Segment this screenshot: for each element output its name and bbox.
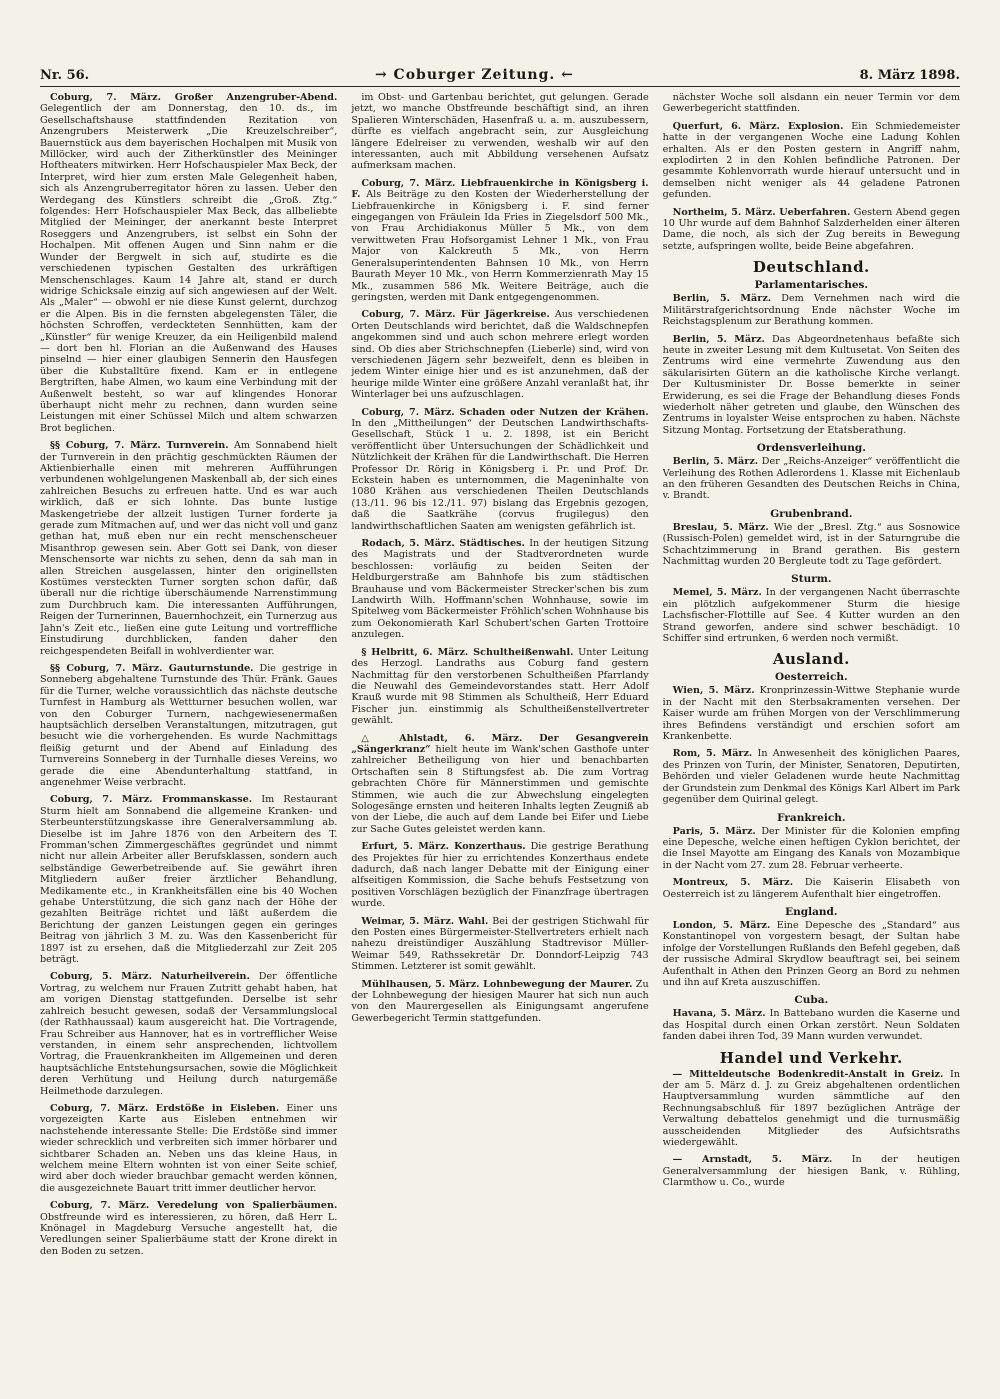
article-paragraph: [663, 587, 960, 644]
masthead: [40, 64, 960, 87]
article-paragraph: [351, 841, 648, 909]
column-2: [351, 92, 648, 1379]
article-paragraph: [663, 1069, 960, 1149]
article-dateline: Coburg, 7. März. Für Jägerkreise.: [361, 309, 550, 321]
article-dateline: Montreux, 5. März.: [672, 877, 794, 889]
article-dateline: Coburg, 7. März. Großer Anzengruber-Abend.: [50, 92, 338, 103]
section-heading: Deutschland.: [752, 258, 870, 277]
article-body: In der vergangenen Nacht überraschte ein plötzlich aufgekommener Sturm die hiesige Lachsfischer-Flottille auf See. 4 Kutter wurden an den Strand geworfen, andere sind schwer beschädigt. 10 Schiffer sind ertrunken, 6 werden noch vermißt.: [662, 587, 960, 645]
article-paragraph: [663, 1008, 960, 1042]
article-body: Der öffentliche Vortrag, zu welchem nur Frauen Zutritt gehabt haben, hat am vorigen Dienstag stattgefunden. Derselbe ist sehr zahlreich besucht gewesen, sodaß der Versammlungslocal (der Rathhaussaal) kaum ausgereicht hat. Die Vortragende, Frau Schreiber aus Hannover, hat es in vortrefflicher Weise verstanden, in einem sehr ansprechenden, lichtvollem Vortrag, die Frauenkrankheiten im Allgemeinen und deren hauptsächliche Entstehungsursachen, sowie die Möglichkeit deren Verhütung und Heilung durch naturgemäße Heilmethode darzulegen.: [40, 971, 338, 1097]
article-dateline: Berlin, 5. März.: [672, 456, 759, 468]
article-dateline: Coburg, 7. März. Veredelung von Spalierbäumen.: [50, 1200, 338, 1212]
article-paragraph: [40, 1200, 337, 1257]
article-body: Wie der „Bresl. Ztg.“ aus Sosnowice (Russisch-Polen) gemeldet wird, ist in der Saturngrube die Schachtzimmerung in Brand gerathen. Bis gestern Nachmittag wurden 20 Bergleute todt zu Tage gefördert.: [662, 521, 960, 567]
article-body: In der heutigen Generalversammlung der hiesigen Bank, v. Rühling, Clarmthow u. Co., wurde: [662, 1154, 960, 1189]
article-dateline: Paris, 5. März.: [672, 825, 756, 837]
article-paragraph: [40, 92, 337, 434]
article-dateline: Havana, 5. März.: [672, 1008, 766, 1020]
article-body: im Obst- und Gartenbau berichtet, gut gelungen. Gerade jetzt, wo manche Obstfreunde beschäftigt sind, an ihren Spalieren Winterschäden, Hasenfraß u. a. m. auszubessern, dürfte es vielfach angebracht sein, zur Ausgleichung längere Edelreiser zu verwenden, weshalb wir auf den interessanten, auch mit Abbildung versehenen Aufsatz aufmerksam machen.: [351, 92, 649, 172]
article-body: Gestern Abend gegen 10 Uhr wurde auf dem Bahnhof Salzderhelden einer älteren Dame, die noch, als sich der Zug bereits in Bewegung setzte, aufspringen wollte, beide Beine abgefahren.: [662, 206, 960, 252]
article-paragraph: [40, 663, 337, 788]
article-paragraph: [351, 92, 648, 172]
article-dateline: Coburg, 7. März. Schaden oder Nutzen der Krähen.: [361, 406, 649, 418]
article-paragraph: [663, 1154, 960, 1188]
article-paragraph: [663, 92, 960, 115]
article-body: Der „Reichs-Anzeiger“ veröffentlicht die Verleihung des Rothen Adlerordens 1. Klasse mit Eichenlaub an den früheren Gesandten des Deutschen Reichs in China, v. Brandt.: [662, 456, 960, 502]
article-body: nächster Woche soll alsdann ein neuer Termin vor dem Gewerbegericht stattfinden.: [662, 92, 960, 115]
article-dateline: Northeim, 5. März. Ueberfahren.: [672, 206, 851, 218]
article-dateline: Coburg, 7. März. Erdstöße in Eisleben.: [50, 1102, 280, 1114]
article-dateline: § Helbritt, 6. März. Schultheißenwahl.: [361, 646, 574, 658]
article-paragraph: [663, 456, 960, 502]
article-paragraph: [351, 647, 648, 727]
article-paragraph: [351, 538, 648, 641]
subsection-heading: Parlamentarisches.: [754, 279, 869, 292]
article-dateline: §§ Coburg, 7. März. Gauturnstunde.: [50, 662, 254, 674]
article-body: Das Abgeordnetenhaus befaßte sich heute in zweiter Lesung mit dem Kultusetat. Von Seiten des Zentrums wird eine vermehrte Zuwendung aus den säkularisirten Gütern an die katholische Kirche verlangt. Der Kultusminister Dr. Bosse bemerkte in seiner Erwiderung, es sei die Frage der Behandlung dieses Fonds wiederholt näher getreten und glaube, den Wünschen des Zentrums in loyalster Weise entsprochen zu haben. Nächste Sitzung Montag. Fortsetzung der Etatsberathung.: [662, 333, 960, 436]
article-body: Gelegentlich der am Donnerstag, den 10. ds., im Gesellschaftshause stattfindenden Rezitation von Anzengrubers Meisterwerk „Die Kreuzelschreiber“, Bauernstück aus dem bayerischen Hochalpen mit Musik von Millöcker, wird auch der Zitherkünstler des Meininger Hoftheaters mitwirken. Herr Hofschauspieler Max Beck, der Interpret, wird hier zum ersten Male Gelegenheit haben, sich als Anzengruberregitator hören zu lassen. Ueber den Werdegang des Künstlers schreibt die „Groß. Ztg.“ folgendes: Herr Hofschauspieler Max Beck, das allbeliebte Mitglied der Meininger, der anerkannt beste Interpret Roseggers und Anzengrubers, ist selbst ein Sohn der Hochalpen. Mit offenen Augen und Sinn nahm er die Wunder der Bergwelt in sich auf, studirte es die verschiedenen typischen Gestalten des urkräftigen Menschenschlages. Kaum 14 Jahre alt, stand er durch widrige Schicksale einzig auf sich angewiesen auf der Welt. Als „Maler“ — obwohl er nie diese Kunst gelernt, durchzog er die Alpen. Bis in die fernsten abgelegensten Täler, die höchsten Schroffen, verdeckteten Sennhütten, kam der „Künstler“ für wenige Kreuzer, da ein Heiligenbild malend — dort ben hl. Florian an die Außenwand des Hauses pinselnd — hier einer glaubigen Sennerin den Hausfegen über die Kubstalltüre fixend. Kam er in entlegene Bergtriften, habe Almen, wo kaum eine Verbindung mit der Außenwelt besteht, so war auf klingendes Honorar überhaupt nicht mehr zu rechnen, dann wurden seine Leistungen mit einer Schüssel Milch und altem schwarzen Brot beglichen.: [40, 103, 338, 434]
article-paragraph: [351, 979, 648, 1025]
article-dateline: Erfurt, 5. März. Konzerthaus.: [361, 841, 526, 853]
article-dateline: Berlin, 5. März.: [672, 333, 765, 345]
article-paragraph: [40, 440, 337, 657]
subsection-heading: Cuba.: [794, 994, 829, 1007]
article-dateline: Mühlhausen, 5. März. Lohnbewegung der Maurer.: [361, 978, 633, 990]
article-paragraph: [351, 916, 648, 973]
subsection-heading: Sturm.: [791, 573, 832, 586]
article-paragraph: [663, 920, 960, 988]
article-paragraph: [663, 334, 960, 437]
article-dateline: London, 5. März.: [672, 919, 771, 931]
article-body: Im Restaurant Sturm hielt am Sonnabend die allgemeine Kranken- und Sterbeunterstützungskasse ihre Generalversammlung ab. Dieselbe ist im Jahre 1876 von den Arbeitern des T. Fromman'schen Zimmergeschäftes gegründet und nimmt nicht nur allein Arbeiter aller Berufsklassen, sondern auch selbständige Gewerbetreibende auf. Sie gewährt ihren Mitgliedern außer freier ärztlicher Behandlung, Medikamente etc., in Krankheitsfällen eine bis 40 Wochen gehabe Unterstützung, die sich ganz nach der Höhe der gezahlten Beiträge richtet und läßt außerdem die Berichtung der ganzen Leistungen gegen ein geringes Beitrag von jährlich 3 M. zu. Was den Kassenbericht für 1897 ist zu ersehen, daß die Mitgliederzahl zur Zeit 205 beträgt.: [40, 794, 338, 966]
newspaper-title: → Coburger Zeitung. ←: [374, 67, 574, 83]
article-paragraph: [351, 733, 648, 836]
article-dateline: Weimar, 5. März. Wahl.: [361, 915, 489, 927]
article-dateline: △ Ahlstadt, 6. März. Der Gesangverein „Sängerkranz“: [351, 732, 649, 755]
column-1: [40, 92, 337, 1379]
article-body: In der am 5. März d. J. zu Greiz abgehaltenen ordentlichen Hauptversammlung wurden sämmtliche auf den Rechnungsabschluß für 1897 bezüglichen Anträge der Verwaltung debattelos genehmigt und die turnusmäßig ausscheidenden Mitglieder des Aufsichtsraths wiedergewählt.: [662, 1068, 960, 1149]
article-body: hielt heute im Wank'schen Gasthofe unter zahlreicher Betheiligung von hier und benachbarten Ortschaften sein 8 Stiftungsfest ab. Die zum Vortrag gebrachten Chöre für Männerstimmen und gemischte Stimmen, wie auch die zur Abwechslung eingelegten Sologesänge ernsten und heiteren Inhalts legten Zeugniß ab von der Liebe, die auch auf dem Lande bei Eifer und Liebe zur Sache Gutes geleistet werden kann.: [351, 743, 649, 835]
article-body: Einer uns vorgezeigten Karte aus Eisleben entnehmen wir nachstehende interessante Stelle: Die Erdstöße sind immer wieder schrecklich und verbreiten sich immer hörbarer und sichtbarer Schaden an. Neben uns das kleine Haus, in welchem meine Eltern wohnten ist von einer Seite schief, wird aber doch wieder brauchbar gemacht werden können, die ausgezeichnete Bauart tritt immer deutlicher hervor.: [40, 1102, 338, 1194]
article-body: Aus verschiedenen Orten Deutschlands wird berichtet, daß die Waldschnepfen angekommen sind und auch schon mehrere erlegt worden sind. Ob dies aber Strichschnepfen (Lieberle) sind, wird von verschiedenen Jägern sehr bezweifelt, denn es bleiben in jedem Winter einige hier und es ist anzunehmen, daß der heurige milde Winter eine größere Anzahl veranlaßt hat, ihr Winterlager bei uns aufzuschlagen.: [351, 309, 649, 401]
article-paragraph: [351, 178, 648, 303]
article-body: Zu der Lohnbewegung der hiesigen Maurer hat sich nun auch von den Maurergesellen als Einigungsamt angerufene Gewerbegericht Termin stattgefunden.: [351, 978, 649, 1024]
article-paragraph: [663, 293, 960, 327]
article-dateline: Memel, 5. März.: [672, 587, 762, 599]
article-body: Dem Vernehmen nach wird die Militärstrafgerichtsordnung Ende nächster Woche im Reichstagsplenum zur Berathung kommen.: [662, 293, 960, 328]
section-heading: Ausland.: [772, 650, 850, 669]
article-body: Die Kaiserin Elisabeth von Oesterreich ist zu längerem Aufenthalt hier eingetroffen.: [662, 877, 960, 900]
article-dateline: — Mitteldeutsche Bodenkredit-Anstalt in Greiz.: [672, 1068, 944, 1080]
subsection-heading: England.: [785, 905, 838, 918]
article-body: Obstfreunde wird es interessieren, zu hören, daß Herr L. Knönagel in Magdeburg Versuche angestellt hat, die Veredlungen seiner Spalierbäume statt der Krone direkt in den Boden zu setzen.: [40, 1211, 338, 1257]
article-dateline: §§ Coburg, 7. März. Turnverein.: [50, 440, 229, 452]
article-dateline: Rodach, 5. März. Städtisches.: [361, 538, 525, 550]
article-dateline: Querfurt, 6. März. Explosion.: [672, 120, 844, 132]
article-paragraph: [663, 121, 960, 201]
article-body: Unter Leitung des Herzogl. Landraths aus Coburg fand gestern Nachmittag für den verstorbenen Schultheißen Pfarrlandy die Neuwahl des Gemeindevorstandes statt. Herr Adolf Krauß wurde mit 98 Stimmen als Schultheiß, Herr Eduard Fischer jun. einstimmig als Schultheißenstellvertreter gewählt.: [351, 646, 649, 727]
article-paragraph: [351, 407, 648, 532]
article-dateline: Berlin, 5. März.: [672, 293, 772, 305]
article-dateline: Rom, 5. März.: [672, 748, 753, 760]
article-paragraph: [663, 826, 960, 872]
article-body: Als Beiträge zu den Kosten der Wiederherstellung der Liebfrauenkirche in Königsberg i. F. sind ferner eingegangen von Fräulein Ida Fries in Ziegelsdorf 500 Mk., von Frau Archidiakonus Müller 5 Mk., von dem verwittweten Frau Hofsorgamist Lehner 1 Mk., von Frau Major von Kalckreuth 5 Mk., von Herrn Generalsuperintendenten Bahnsen 10 Mk., von Herrn Baurath Meyer 10 Mk., von Herrn Kommerzienrath May 15 Mk., zusammen 586 Mk. Weitere Beiträge, auch die geringsten, werden mit Dank entgegengenommen.: [351, 189, 649, 303]
article-dateline: Coburg, 7. März. Frommanskasse.: [50, 794, 253, 806]
article-dateline: Wien, 5. März.: [672, 685, 755, 697]
article-paragraph: [663, 207, 960, 253]
article-body: Am Sonnabend hielt der Turnverein in den prächtig geschmückten Räumen der Aktienbierhalle einen mit mehreren Aufführungen verbundenen wohlgelungenen Maskenball ab, der sich eines zahlreichen Besuchs zu erfreuen hatte. Und es war auch wirklich, daß er sich lohnte. Das bunte lustige Maskengetriebe der allzeit lustigen Turner forderte ja gerade zum Mitmachen auf, und wer das nicht voll und ganz gethan hat, muß eben nur ein recht menschenscheuer Misanthrop gewesen sein. Aber Gott sei Dank, von dieser Menschensorte war nichts zu sehen, denn da sah man in allen Streichen ausgelassen, hinter den originellsten Kostümes versteckten Turner sorgten schon dafür, daß überall nur die richtige überschäumende Narrenstimmung zum Durchbruch kam. Die interessanten Aufführungen, Reigen der Turnerinnen, Bauernhochzeit, ein Turnerzug aus Jahn's Zeit etc., ließen eine gute Leitung und vortreffliche Einstudirung durchblicken, fanden daher den reichgespendeten Beifall in wohlverdienter war.: [40, 440, 338, 657]
subsection-heading: Frankreich.: [777, 811, 846, 824]
article-body: In der heutigen Sitzung des Magistrats und der Stadtverordneten wurde beschlossen: vorläufig zu beiden Seiten der Heldburgerstraße am Bahnhofe bis zum städtischen Brauhause und vom Bäckermeister Strecker'schen bis zum Landwirth Wilh. Hoffmann'schen Wohnhause, sowie im Spitelweg vom Bäckermeister Fröhlich'schen Wohnhause bis zum Oekonomierath Karl Schubert'schen Garten Trottoire anzulegen.: [351, 538, 649, 641]
article-body: Kronprinzessin-Wittwe Stephanie wurde in der Nacht mit den Sterbsakramenten versehen. Der Kaiser wurde am frühen Morgen von der Verschlimmerung ihres Befindens verständigt und erschien sofort am Krankenbette.: [662, 685, 960, 743]
article-paragraph: [40, 971, 337, 1096]
subsection-heading: Grubenbrand.: [770, 507, 853, 520]
issue-number: Nr. 56.: [40, 67, 90, 83]
columns: [40, 92, 960, 1379]
subsection-heading: Oesterreich.: [774, 671, 848, 684]
section-heading: Handel und Verkehr.: [719, 1048, 903, 1067]
article-body: Ein Schmiedemeister hatte in der vergangenen Woche eine Ladung Kohlen erhalten. Als er den Posten gestern in Angriff nahm, explodirten 2 in den Kohlen befindliche Patronen. Der gesammte Kohlenvorrath wurde hierauf untersucht und in demselben nicht weniger als 44 geladene Patronen gefunden.: [662, 120, 960, 201]
article-paragraph: [351, 309, 648, 400]
article-paragraph: [663, 877, 960, 900]
article-body: Bei der gestrigen Stichwahl für den Posten eines Bürgermeister-Stellvertreters erhielt nach nahezu dreistündiger Auszählung Stadtrevisor Müller-Weimar 549, Rathssekretär Dr. Donndorf-Leipzig 743 Stimmen. Letzterer ist somit gewählt.: [351, 915, 649, 973]
article-body: Die gestrige in Sonneberg abgehaltene Turnstunde des Thür. Fränk. Gaues für die Turner, welche voraussichtlich das nächste deutsche Turnfest in Hamburg als Wettturner besuchen wollen, war von den Coburger Turnern, nachgewiesenermaßen hauptsächlich derselben Veranstaltungen, mitzutragen, gut besucht wie die vorhergehenden. Es wurde Nachmittags fleißig geturnt und der Abend auf Einladung des Turnvereins Sonneberg in der Turnhalle dieses Vereins, wo gerade die eine Abendunterhaltung stattfand, in angenehmer Weise verbracht.: [40, 662, 338, 788]
issue-date: 8. März 1898.: [859, 67, 960, 83]
article-paragraph: [663, 522, 960, 568]
subsection-heading: Ordensverleihung.: [756, 442, 866, 455]
article-body: Der Minister für die Kolonien empfing eine Depesche, welche einen heftigen Cyklon berichtet, der die Insel Mayotte am Eingang des Kanals von Mozambique in der Nacht vom 27. zum 28. Februar verheerte.: [662, 825, 960, 871]
article-body: In den „Mittheilungen“ der Deutschen Landwirthschafts-Gesellschaft, Stück 1 u. 2. 1898, ist ein Bericht veröffentlicht über Untersuchungen der Schädlichkeit und Nützlichkeit der Krähen für die Landwirthschaft. Die Herren Professor Dr. Rörig in Königsberg i. Pr. und Prof. Dr. Eckstein haben es unternommen, die Mageninhalte von 1080 Krähen aus verschiedenen Theilen Deutschlands (13./11. 96 bis 12./11. 97) bislang das Ergebnis gezogen, daß die Saatkrähe (corvus frugilegus) den landwirthschaftlichen Saaten am wenigsten gefährlich ist.: [351, 417, 649, 532]
article-body: In Anwesenheit des königlichen Paares, des Prinzen von Turin, der Minister, Senatoren, Deputirten, Behörden und vieler Geladenen wurde heute Nachmittag der Grundstein zum Denkmal des Königs Karl Albert im Park gegenüber dem Quirinal gelegt.: [662, 748, 960, 806]
article-dateline: — Arnstadt, 5. März.: [672, 1154, 833, 1166]
article-dateline: Coburg, 7. März. Liebfrauenkirche in Königsberg i. F.: [351, 177, 649, 201]
column-3: [663, 92, 960, 1379]
article-body: Eine Depesche des „Standard“ aus Konstantinopel von vorgestern besagt, der Sultan habe infolge der Vorstellungen Rußlands den Befehl gegeben, daß der russische Admiral Skrydlow beauftragt sei, bei seinem Aufenthalt in Athen den Prinzen Georg an Bord zu nehmen und ihn auf Kreta auszuschiffen.: [662, 919, 960, 988]
article-paragraph: [40, 1103, 337, 1194]
article-body: Die gestrige Berathung des Projektes für hier zu errichtendes Konzerthaus endete dadurch, daß nach langer Debatte mit der Einigung einer alfseitigen Kommission, die Sache behufs Festsetzung von positiven Vorschlägen bezüglich der Finanzfrage übertragen wurde.: [351, 841, 649, 910]
article-paragraph: [663, 748, 960, 805]
article-dateline: Coburg, 5. März. Naturheilverein.: [50, 971, 250, 983]
article-body: In Battebano wurden die Kaserne und das Hospital durch einen Orkan zerstört. Neun Soldaten fanden dabei ihren Tod, 39 Mann wurden verwundet.: [662, 1008, 960, 1043]
article-paragraph: [663, 685, 960, 742]
article-dateline: Breslau, 5. März.: [672, 521, 769, 533]
article-paragraph: [40, 794, 337, 965]
